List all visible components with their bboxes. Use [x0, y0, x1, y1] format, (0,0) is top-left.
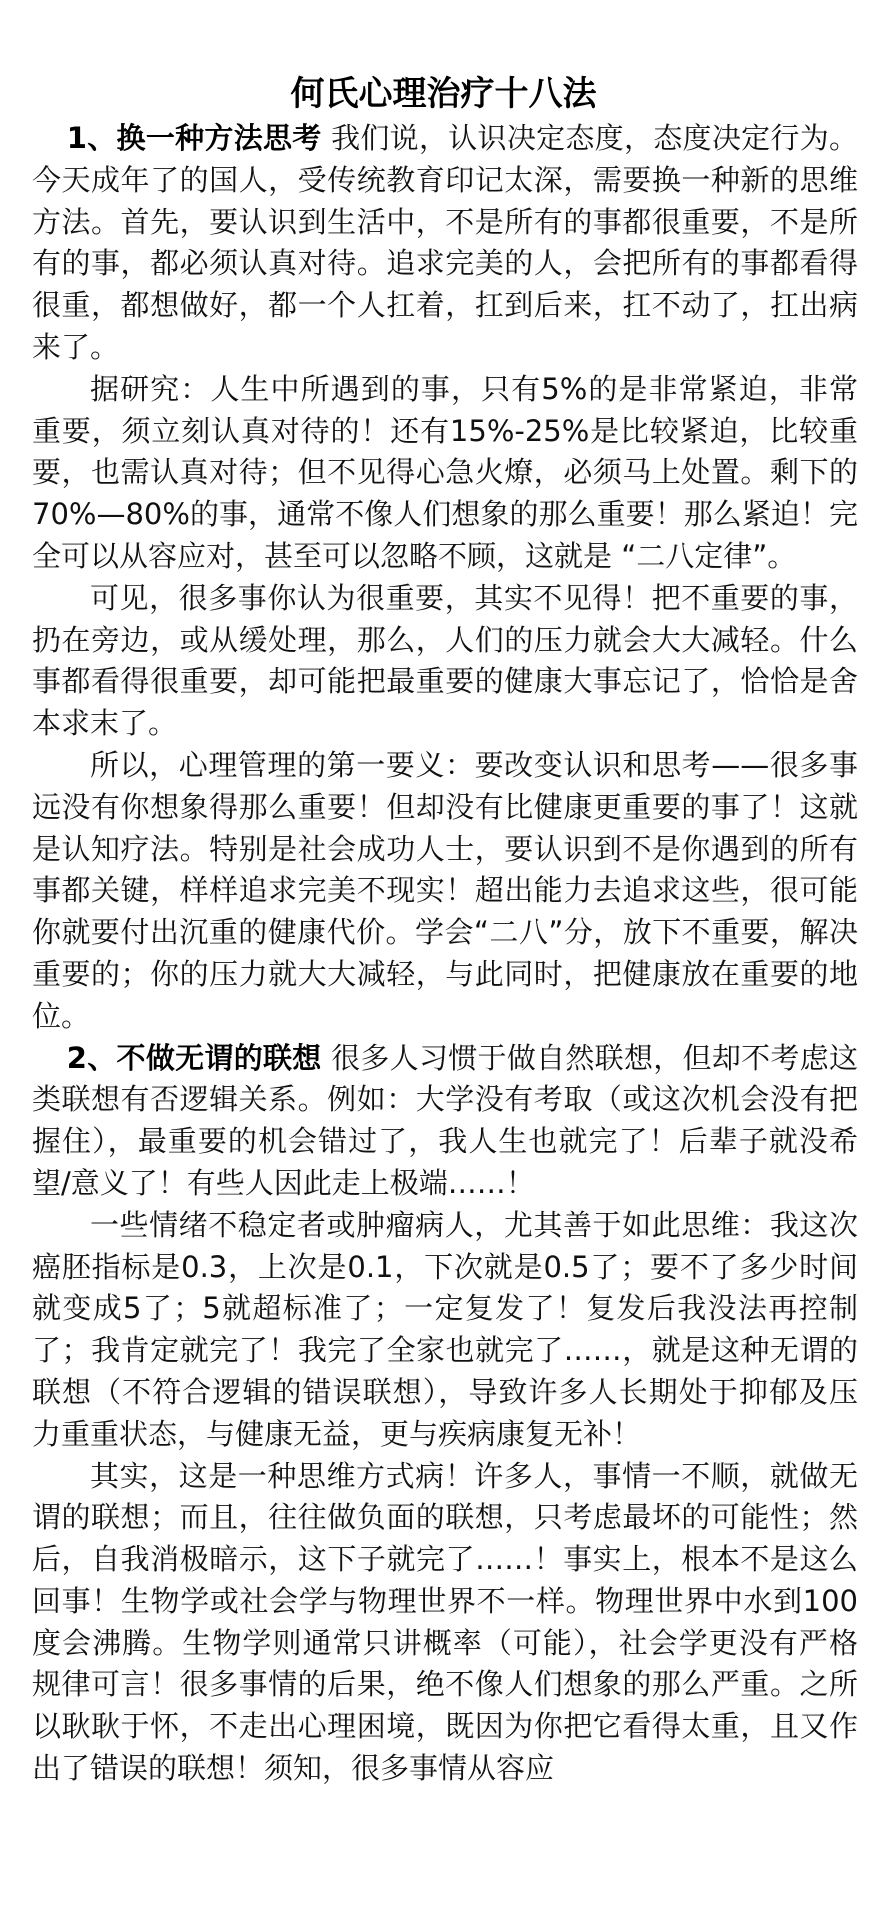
section-1-paragraph-1 — [32, 118, 858, 369]
section-2-heading: 2、不做无谓的联想 — [66, 1040, 322, 1075]
section-2-paragraph-2: 一些情绪不稳定者或肿瘤病人，尤其善于如此思维：我这次癌胚指标是0.3，上次是0.1，下次就是0.5了；要不了多少时间就变成5了；5就超标准了；一定复发了！复发后我没法再控制了；我肯定就完了！我完了全家也就完了……，就是这种无谓的联想（不符合逻辑的错误联想），导致许多人长期处于抑郁及压力重重状态，与健康无益，更与疾病康复无补！ — [32, 1207, 858, 1451]
document-title: 何氏心理治疗十八法 — [290, 74, 597, 114]
section-1-paragraph-1-text: 我们说，认识决定态度，态度决定行为。今天成年了的国人，受传统教育印记太深，需要换一种新的思维方法。首先，要认识到生活中，不是所有的事都很重要，不是所有的事，都必须认真对待。追求完美的人，会把所有的事都看得很重，都想做好，都一个人扛着，扛到后来，扛不动了，扛出病来了。 — [32, 121, 858, 364]
section-1-paragraph-3: 可见，很多事你认为很重要，其实不见得！把不重要的事，扔在旁边，或从缓处理，那么，人们的压力就会大大减轻。什么事都看得很重要，却可能把最重要的健康大事忘记了，恰恰是舍本求末了。 — [32, 580, 858, 741]
section-2-paragraph-1 — [32, 1038, 858, 1205]
section-2-paragraph-3: 其实，这是一种思维方式病！许多人，事情一不顺，就做无谓的联想；而且，往往做负面的联想，只考虑最坏的可能性；然后，自我消极暗示，这下子就完了……！事实上，根本不是这么回事！生物学或社会学与物理世界不一样。物理世界中水到100度会沸腾。生物学则通常只讲概率（可能），社会学更没有严格规律可言！很多事情的后果，绝不像人们想象的那么严重。之所以耿耿于怀，不走出心理困境，既因为你把它看得太重，且又作出了错误的联想！须知，很多事情从容应 — [32, 1458, 858, 1786]
document-body — [32, 118, 858, 1790]
section-1-paragraph-2: 据研究：人生中所遇到的事，只有5%的是非常紧迫，非常重要，须立刻认真对待的！还有15%-25%是比较紧迫，比较重要，也需认真对待；但不见得心急火燎，必须马上处置。剩下的70%—80%的事，通常不像人们想象的那么重要！那么紧迫！完全可以从容应对，甚至可以忽略不顾，这就是 “二八定律”。 — [32, 371, 858, 573]
section-1-heading: 1、换一种方法思考 — [66, 121, 322, 155]
section-2-paragraph-1-text: 很多人习惯于做自然联想，但却不考虑这类联想有否逻辑关系。例如：大学没有考取（或这次机会没有把握住），最重要的机会错过了，我人生也就完了！后辈子就没希望/意义了！有些人因此走上极端……！ — [32, 1040, 858, 1200]
section-1-paragraph-4: 所以，心理管理的第一要义：要改变认识和思考——很多事远没有你想象得那么重要！但却没有比健康更重要的事了！这就是认知疗法。特别是社会成功人士，要认识到不是你遇到的所有事都关键，样样追求完美不现实！超出能力去追求这些，很可能你就要付出沉重的健康代价。学会“二八”分，放下不重要，解决重要的；你的压力就大大减轻，与此同时，把健康放在重要的地位。 — [32, 747, 858, 1033]
